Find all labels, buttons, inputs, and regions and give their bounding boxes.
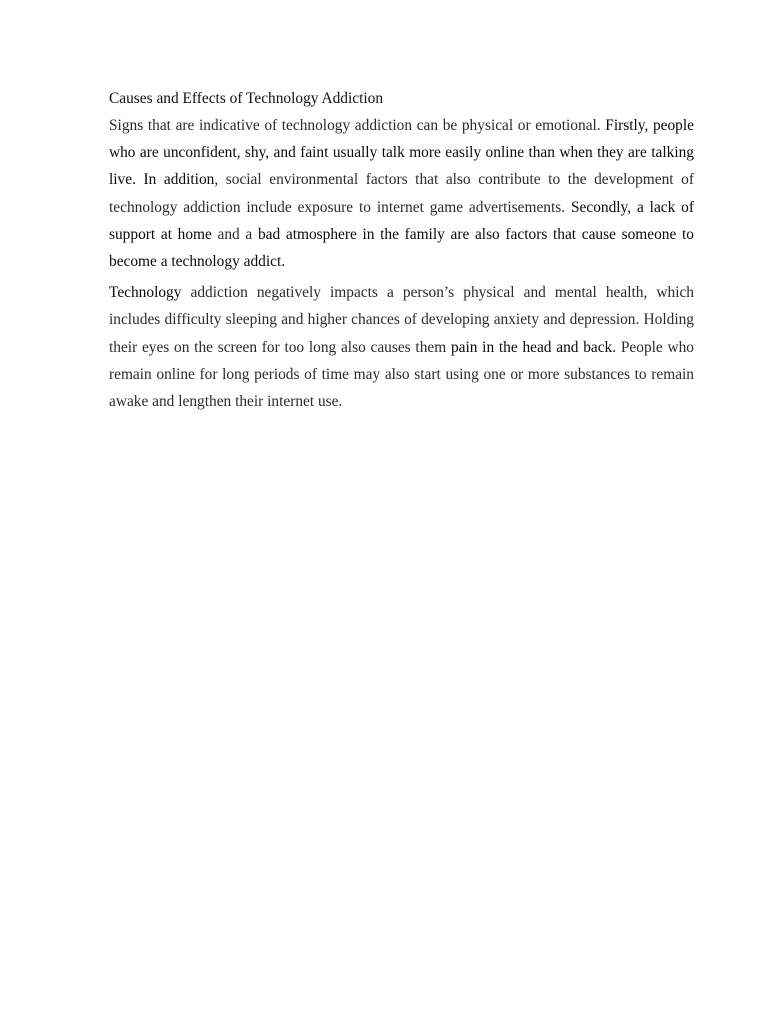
paragraph-causes — [109, 112, 694, 275]
text-segment: , social environmental factors that also contribute to the development of technology addiction include exposure to internet game advertisements. — [109, 171, 694, 216]
text-segment: Signs that are indicative of technology addiction can be physical or emotional. — [109, 117, 606, 134]
text-segment: pain in the head and back — [450, 338, 613, 356]
text-segment: and a — [211, 225, 258, 243]
text-segment: Technology — [109, 284, 182, 302]
text-segment: Secondly, a lack of support at home — [109, 198, 694, 243]
text-segment: . People who remain online for long periods of time may also start using one or more substances to remain awake and lengthen their internet use. — [109, 338, 694, 411]
document-body — [109, 88, 694, 419]
text-segment: bad atmosphere in the family are also factors that cause someone to become a technology addict. — [109, 225, 694, 271]
paragraph-effects — [109, 279, 694, 415]
document-title: Causes and Effects of Technology Addiction — [109, 90, 384, 107]
text-segment: addiction negatively impacts a person’s physical and mental health, which includes difficulty sleeping and higher chances of developing anxiety and depression. Holding their eyes on the screen for too long also causes them — [109, 284, 694, 356]
text-segment: Firstly, people who are unconfident, shy, and faint usually talk more easily online than when they are talking live. In addition — [109, 117, 694, 189]
